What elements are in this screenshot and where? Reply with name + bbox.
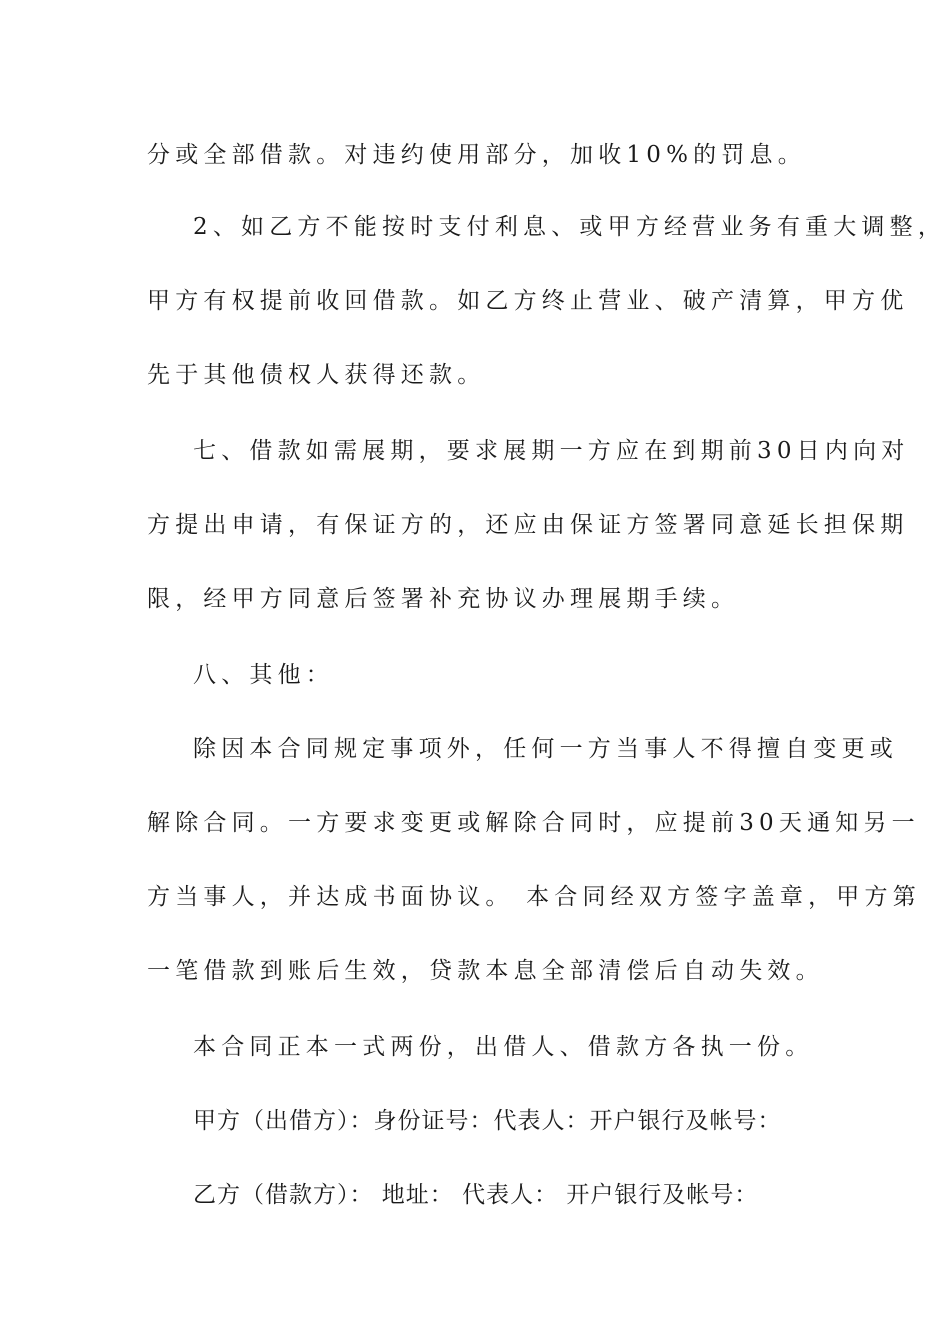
paragraph-line-1: 分或全部借款。对违约使用部分，加收10%的罚息。: [147, 142, 806, 168]
section-7-line-3: 限，经甲方同意后签署补充协议办理展期手续。: [147, 586, 740, 612]
section-8-line-1: 除因本合同规定事项外，任何一方当事人不得擅自变更或: [193, 736, 898, 762]
section-7-line-1: 七、借款如需展期，要求展期一方应在到期前30日内向对: [193, 438, 910, 464]
clause-2-line-1: 2、如乙方不能按时支付利息、或甲方经营业务有重大调整，: [193, 214, 947, 240]
section-8-line-2: 解除合同。一方要求变更或解除合同时，应提前30天通知另一: [147, 810, 920, 836]
section-8-heading: 八、其他：: [193, 662, 334, 688]
copies-clause: 本合同正本一式两份，出借人、借款方各执一份。: [193, 1034, 814, 1060]
section-7-line-2: 方提出申请，有保证方的，还应由保证方签署同意延长担保期: [147, 512, 909, 538]
clause-2-line-3: 先于其他债权人获得还款。: [147, 362, 486, 388]
section-8-line-4: 一笔借款到账后生效，贷款本息全部清偿后自动失效。: [147, 958, 824, 984]
party-b-signature-line: 乙方（借款方）： 地址： 代表人： 开户银行及帐号：: [193, 1182, 759, 1208]
party-a-signature-line: 甲方（出借方）：身份证号：代表人：开户银行及帐号：: [193, 1108, 782, 1134]
section-8-line-3: 方当事人，并达成书面协议。 本合同经双方签字盖章，甲方第: [147, 884, 921, 910]
clause-2-line-2: 甲方有权提前收回借款。如乙方终止营业、破产清算，甲方优: [147, 288, 909, 314]
